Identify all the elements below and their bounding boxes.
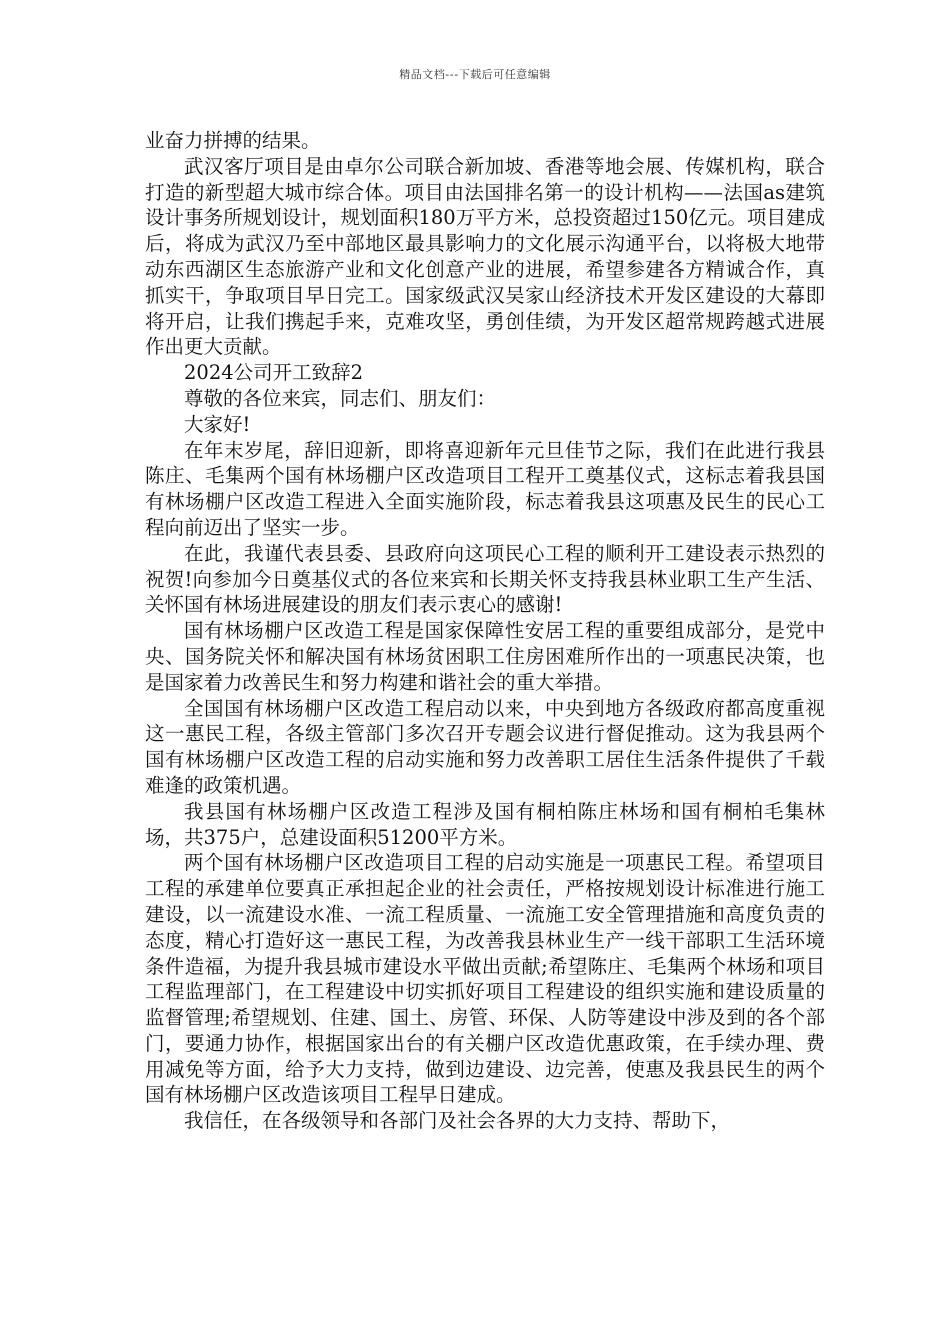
section-heading: 2024公司开工致辞2: [184, 361, 364, 385]
paragraph: 我县国有林场棚户区改造工程涉及国有桐柏陈庄林场和国有桐柏毛集林场，共375户，总建设面积51200平方米。: [145, 799, 825, 849]
salutation: 尊敬的各位来宾，同志们、朋友们：: [184, 386, 497, 410]
paragraph: 业奋力拼搏的结果。: [145, 129, 321, 152]
page-header: 精品文档---下载后可任意编辑: [399, 68, 551, 81]
paragraph: 我信任，在各级领导和各部门及社会各界的大力支持、帮助下，: [184, 1109, 731, 1133]
paragraph: 两个国有林场棚户区改造项目工程的启动实施是一项惠民工程。希望项目工程的承建单位要真正承担起企业的社会责任，严格按规划设计标准进行施工建设，以一流建设水准、一流工程质量、一流施工安全管理措施和高度负责的态度，精心打造好这一惠民工程，为改善我县林业生产一线干部职工生活环境条件造福，为提升我县城市建设水平做出贡献;希望陈庄、毛集两个林场和项目工程监理部门，在工程建设中切实抓好项目工程建设的组织实施和建设质量的监督管理;希望规划、住建、国土、房管、环保、人防等建设中涉及到的各个部门，要通力协作，根据国家出台的有关棚户区改造优惠政策，在手续办理、费用减免等方面，给予大力支持，做到边建设、边完善，使惠及我县民生的两个国有林场棚户区改造该项目工程早日建成。: [145, 851, 825, 1107]
paragraph: 在此，我谨代表县委、县政府向这项民心工程的顺利开工建设表示热烈的祝贺!向参加今日奠基仪式的各位来宾和长期关怀支持我县林业职工生产生活、关怀国有林场进展建设的朋友们表示衷心的感谢!: [145, 541, 825, 617]
document-body: [145, 128, 825, 1134]
greeting: 大家好!: [184, 412, 251, 436]
paragraph: 国有林场棚户区改造工程是国家保障性安居工程的重要组成部分，是党中央、国务院关怀和解决国有林场贫困职工住房困难所作出的一项惠民决策，也是国家着力改善民生和努力构建和谐社会的重大举措。: [145, 619, 825, 694]
paragraph: 在年末岁尾，辞旧迎新，即将喜迎新年元旦佳节之际，我们在此进行我县陈庄、毛集两个国有林场棚户区改造项目工程开工奠基仪式，这标志着我县国有林场棚户区改造工程进入全面实施阶段，标志着我县这项惠及民生的民心工程向前迈出了坚实一步。: [145, 438, 825, 539]
paragraph: 全国国有林场棚户区改造工程启动以来，中央到地方各级政府都高度重视这一惠民工程，各级主管部门多次召开专题会议进行督促推动。这为我县两个国有林场棚户区改造工程的启动实施和努力改善职工居住生活条件提供了千载难逢的政策机遇。: [145, 696, 825, 797]
paragraph: 武汉客厅项目是由卓尔公司联合新加坡、香港等地会展、传媒机构，联合打造的新型超大城市综合体。项目由法国排名第一的设计机构——法国as建筑设计事务所规划设计，规划面积180万平方米，总投资超过150亿元。项目建成后，将成为武汉乃至中部地区最具影响力的文化展示沟通平台，以将极大地带动东西湖区生态旅游产业和文化创意产业的进展，希望参建各方精诚合作，真抓实干，争取项目早日完工。国家级武汉吴家山经济技术开发区建设的大幕即将开启，让我们携起手来，克难攻坚，勇创佳绩，为开发区超常规跨越式进展作出更大贡献。: [145, 154, 825, 359]
